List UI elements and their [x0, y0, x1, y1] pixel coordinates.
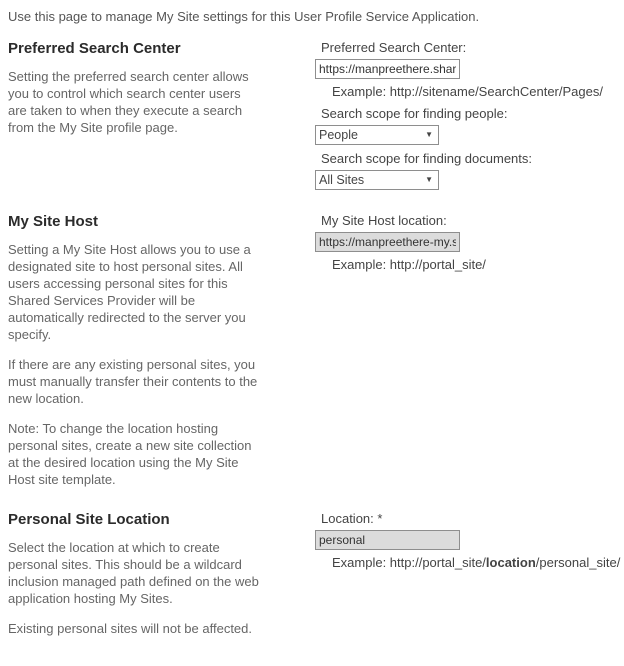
page-intro: Use this page to manage My Site settings for this User Profile Service Application. [8, 9, 480, 24]
section-fields-column [315, 212, 624, 277]
location-label: Location: * [321, 511, 383, 526]
location-example [315, 555, 624, 571]
section-description: Existing personal sites will not be affected. [8, 621, 253, 636]
section-fields-column [315, 39, 624, 190]
my-site-host-location-input[interactable] [315, 232, 460, 252]
section-my-site-host [8, 212, 624, 488]
section-personal-site-location [8, 510, 624, 637]
section-title-preferred-search-center: Preferred Search Center [8, 40, 181, 57]
location-example-bold: location [485, 555, 536, 570]
section-description: Select the location at which to create personal sites. This should be a wildcard inclusion managed path defined on the web application hosting My Sites. [8, 540, 259, 606]
section-description: Setting a My Site Host allows you to use a designated site to host personal sites. All users accessing personal sites for this Shared Services Provider will be automatically redirected to the server you specify. [8, 242, 251, 342]
location-example-prefix: Example: http://portal_site/ [332, 555, 486, 570]
section-info-column [8, 212, 266, 488]
preferred-search-center-input[interactable] [315, 59, 460, 79]
section-info-column [8, 510, 266, 637]
documents-scope-label: Search scope for finding documents: [321, 151, 533, 166]
location-example-suffix: /personal_site/ [535, 555, 621, 570]
section-fields-column [315, 510, 624, 575]
chevron-down-icon: ▼ [425, 130, 433, 139]
preferred-search-center-label: Preferred Search Center: [321, 40, 467, 55]
search-center-example: Example: http://sitename/SearchCenter/Pages/ [332, 84, 603, 99]
chevron-down-icon: ▼ [425, 175, 433, 184]
documents-scope-select-wrap [315, 170, 439, 190]
people-scope-label: Search scope for finding people: [321, 106, 508, 121]
section-description: Note: To change the location hosting personal sites, create a new site collection at the desired location using the My Site Host site template. [8, 421, 252, 487]
section-preferred-search-center [8, 39, 624, 190]
section-description: Setting the preferred search center allows you to control which search center users are taken to when they execute a search from the My Site profile page. [8, 69, 249, 135]
my-site-host-example: Example: http://portal_site/ [332, 257, 486, 272]
section-title-personal-site-location: Personal Site Location [8, 511, 170, 528]
section-title-my-site-host: My Site Host [8, 213, 99, 230]
section-description: If there are any existing personal sites, you must manually transfer their contents to the new location. [8, 357, 258, 406]
people-scope-select-wrap [315, 125, 439, 145]
section-info-column [8, 39, 266, 136]
documents-scope-select[interactable] [315, 170, 439, 190]
my-site-host-location-label: My Site Host location: [321, 213, 447, 228]
people-scope-select[interactable] [315, 125, 439, 145]
location-input[interactable] [315, 530, 460, 550]
